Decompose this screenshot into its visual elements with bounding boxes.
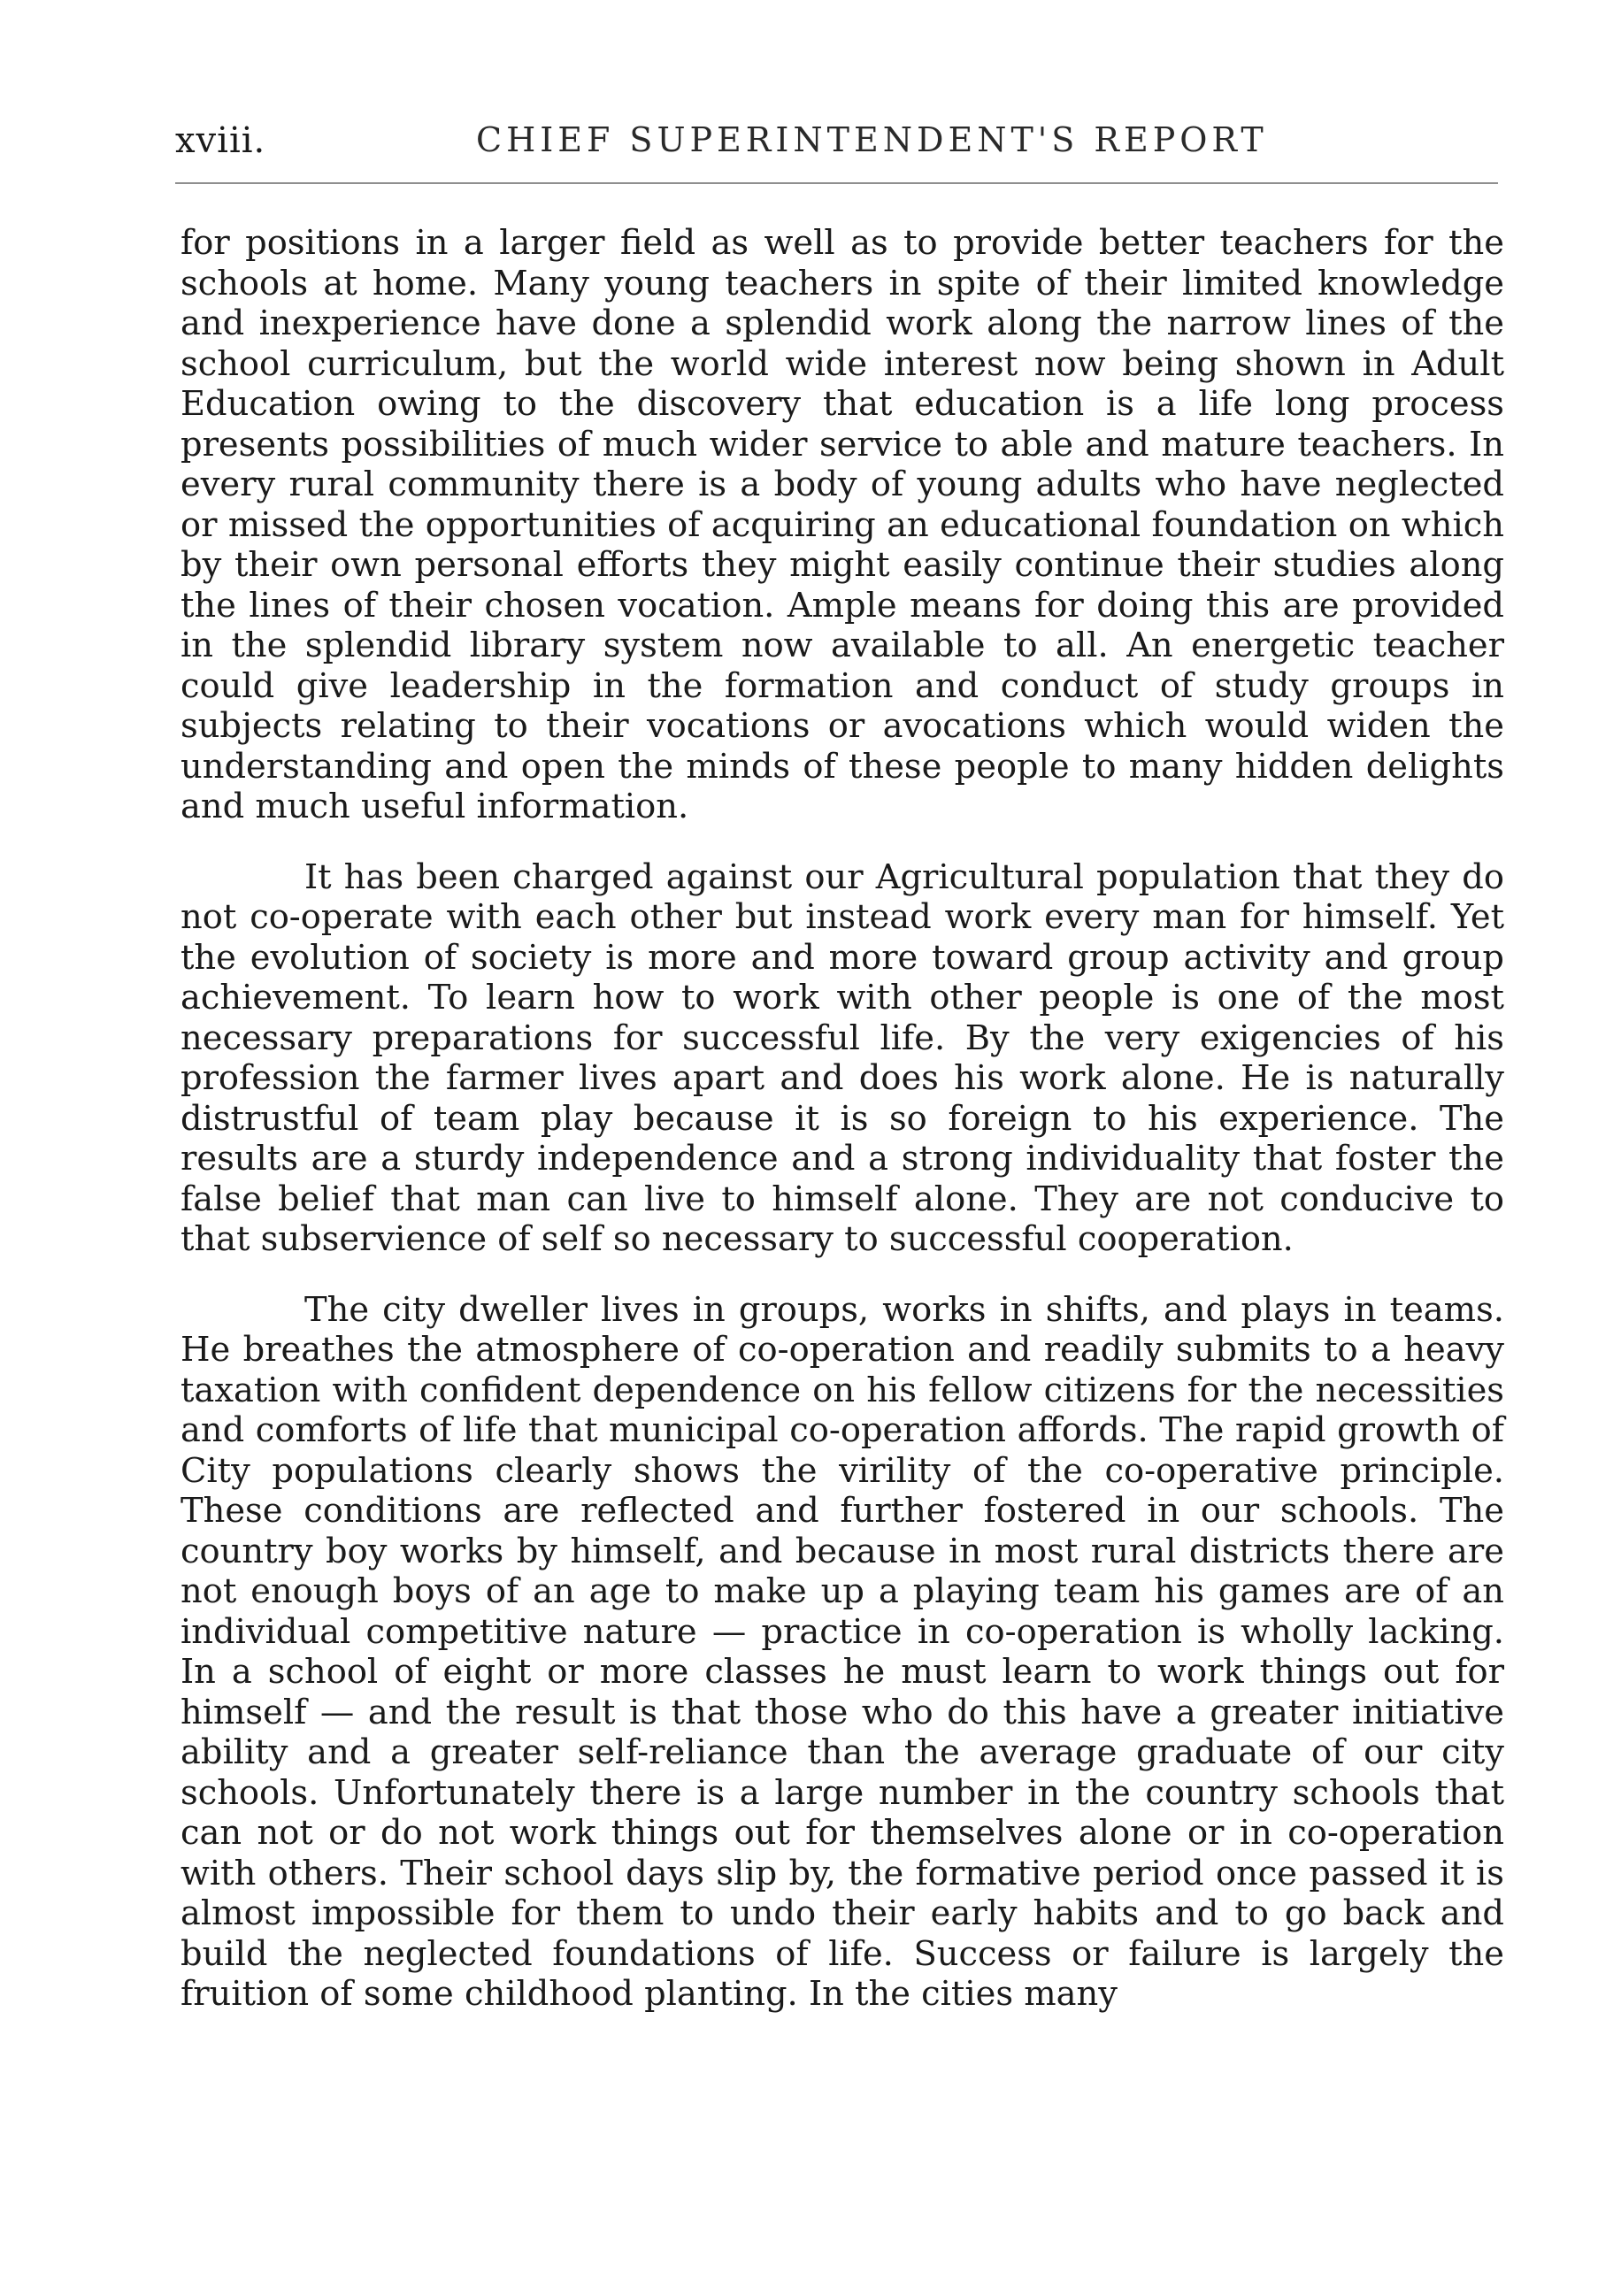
paragraph-agricultural-cooperation: It has been charged against our Agricultural population that they do not co-operate with each other but instead work every man for himself. Yet the evolution of society is more and more toward group activity and group achievement. To learn how to work with other people is one of the most necessary preparations for successful life. By the very exigencies of his profession the farmer lives apart and does his work alone. He is naturally distrustful of team play because it is so foreign to his experience. The results are a sturdy independence and a strong individuality that foster the false belief that man can live to himself alone. They are not conducive to that subservience of self so necessary to successful cooperation. <box>181 856 1504 1259</box>
header-rule <box>175 182 1498 184</box>
paragraph-adult-education: for positions in a larger field as well as to provide better teachers for the schools at home. Many young teachers in spite of their limited knowledge and inexperience have done a splendid work along the narrow lines of the school curriculum, but the world wide interest now being shown in Adult Education owing to the discovery that education is a life long process presents possibilities of much wider service to able and mature teachers. In every rural community there is a body of young adults who have neglected or missed the opportunities of acquiring an educational foundation on which by their own personal efforts they might easily continue their studies along the lines of their chosen vocation. Ample means for doing this are provided in the splendid library system now available to all. An energetic teacher could give leadership in the formation and conduct of study groups in subjects relating to their vocations or avocations which would widen the understanding and open the minds of these people to many hidden delights and much useful information. <box>181 223 1504 826</box>
page-header <box>175 120 1498 177</box>
running-title: CHIEF SUPERINTENDENT'S REPORT <box>476 120 1268 159</box>
paragraph-city-dweller: The city dweller lives in groups, works in shifts, and plays in teams. He breathes the atmosphere of co-operation and readily submits to a heavy taxation with confident dependence on his fellow citizens for the necessities and comforts of life that municipal co-operation affords. The rapid growth of City populations clearly shows the virility of the co-operative principle. These conditions are reflected and further fostered in our schools. The country boy works by himself, and because in most rural districts there are not enough boys of an age to make up a playing team his games are of an individual competitive nature — practice in co-operation is wholly lacking. In a school of eight or more classes he must learn to work things out for himself — and the result is that those who do this have a greater initiative ability and a greater self-reliance than the average graduate of our city schools. Unfortunately there is a large number in the country schools that can not or do not work things out for themselves alone or in co-operation with others. Their school days slip by, the formative period once passed it is almost impossible for them to undo their early habits and to go back and build the neglected foundations of life. Success or failure is largely the fruition of some childhood planting. In the cities many <box>181 1289 1504 2014</box>
page-number: xviii. <box>175 120 266 161</box>
body-text <box>181 223 1504 2015</box>
